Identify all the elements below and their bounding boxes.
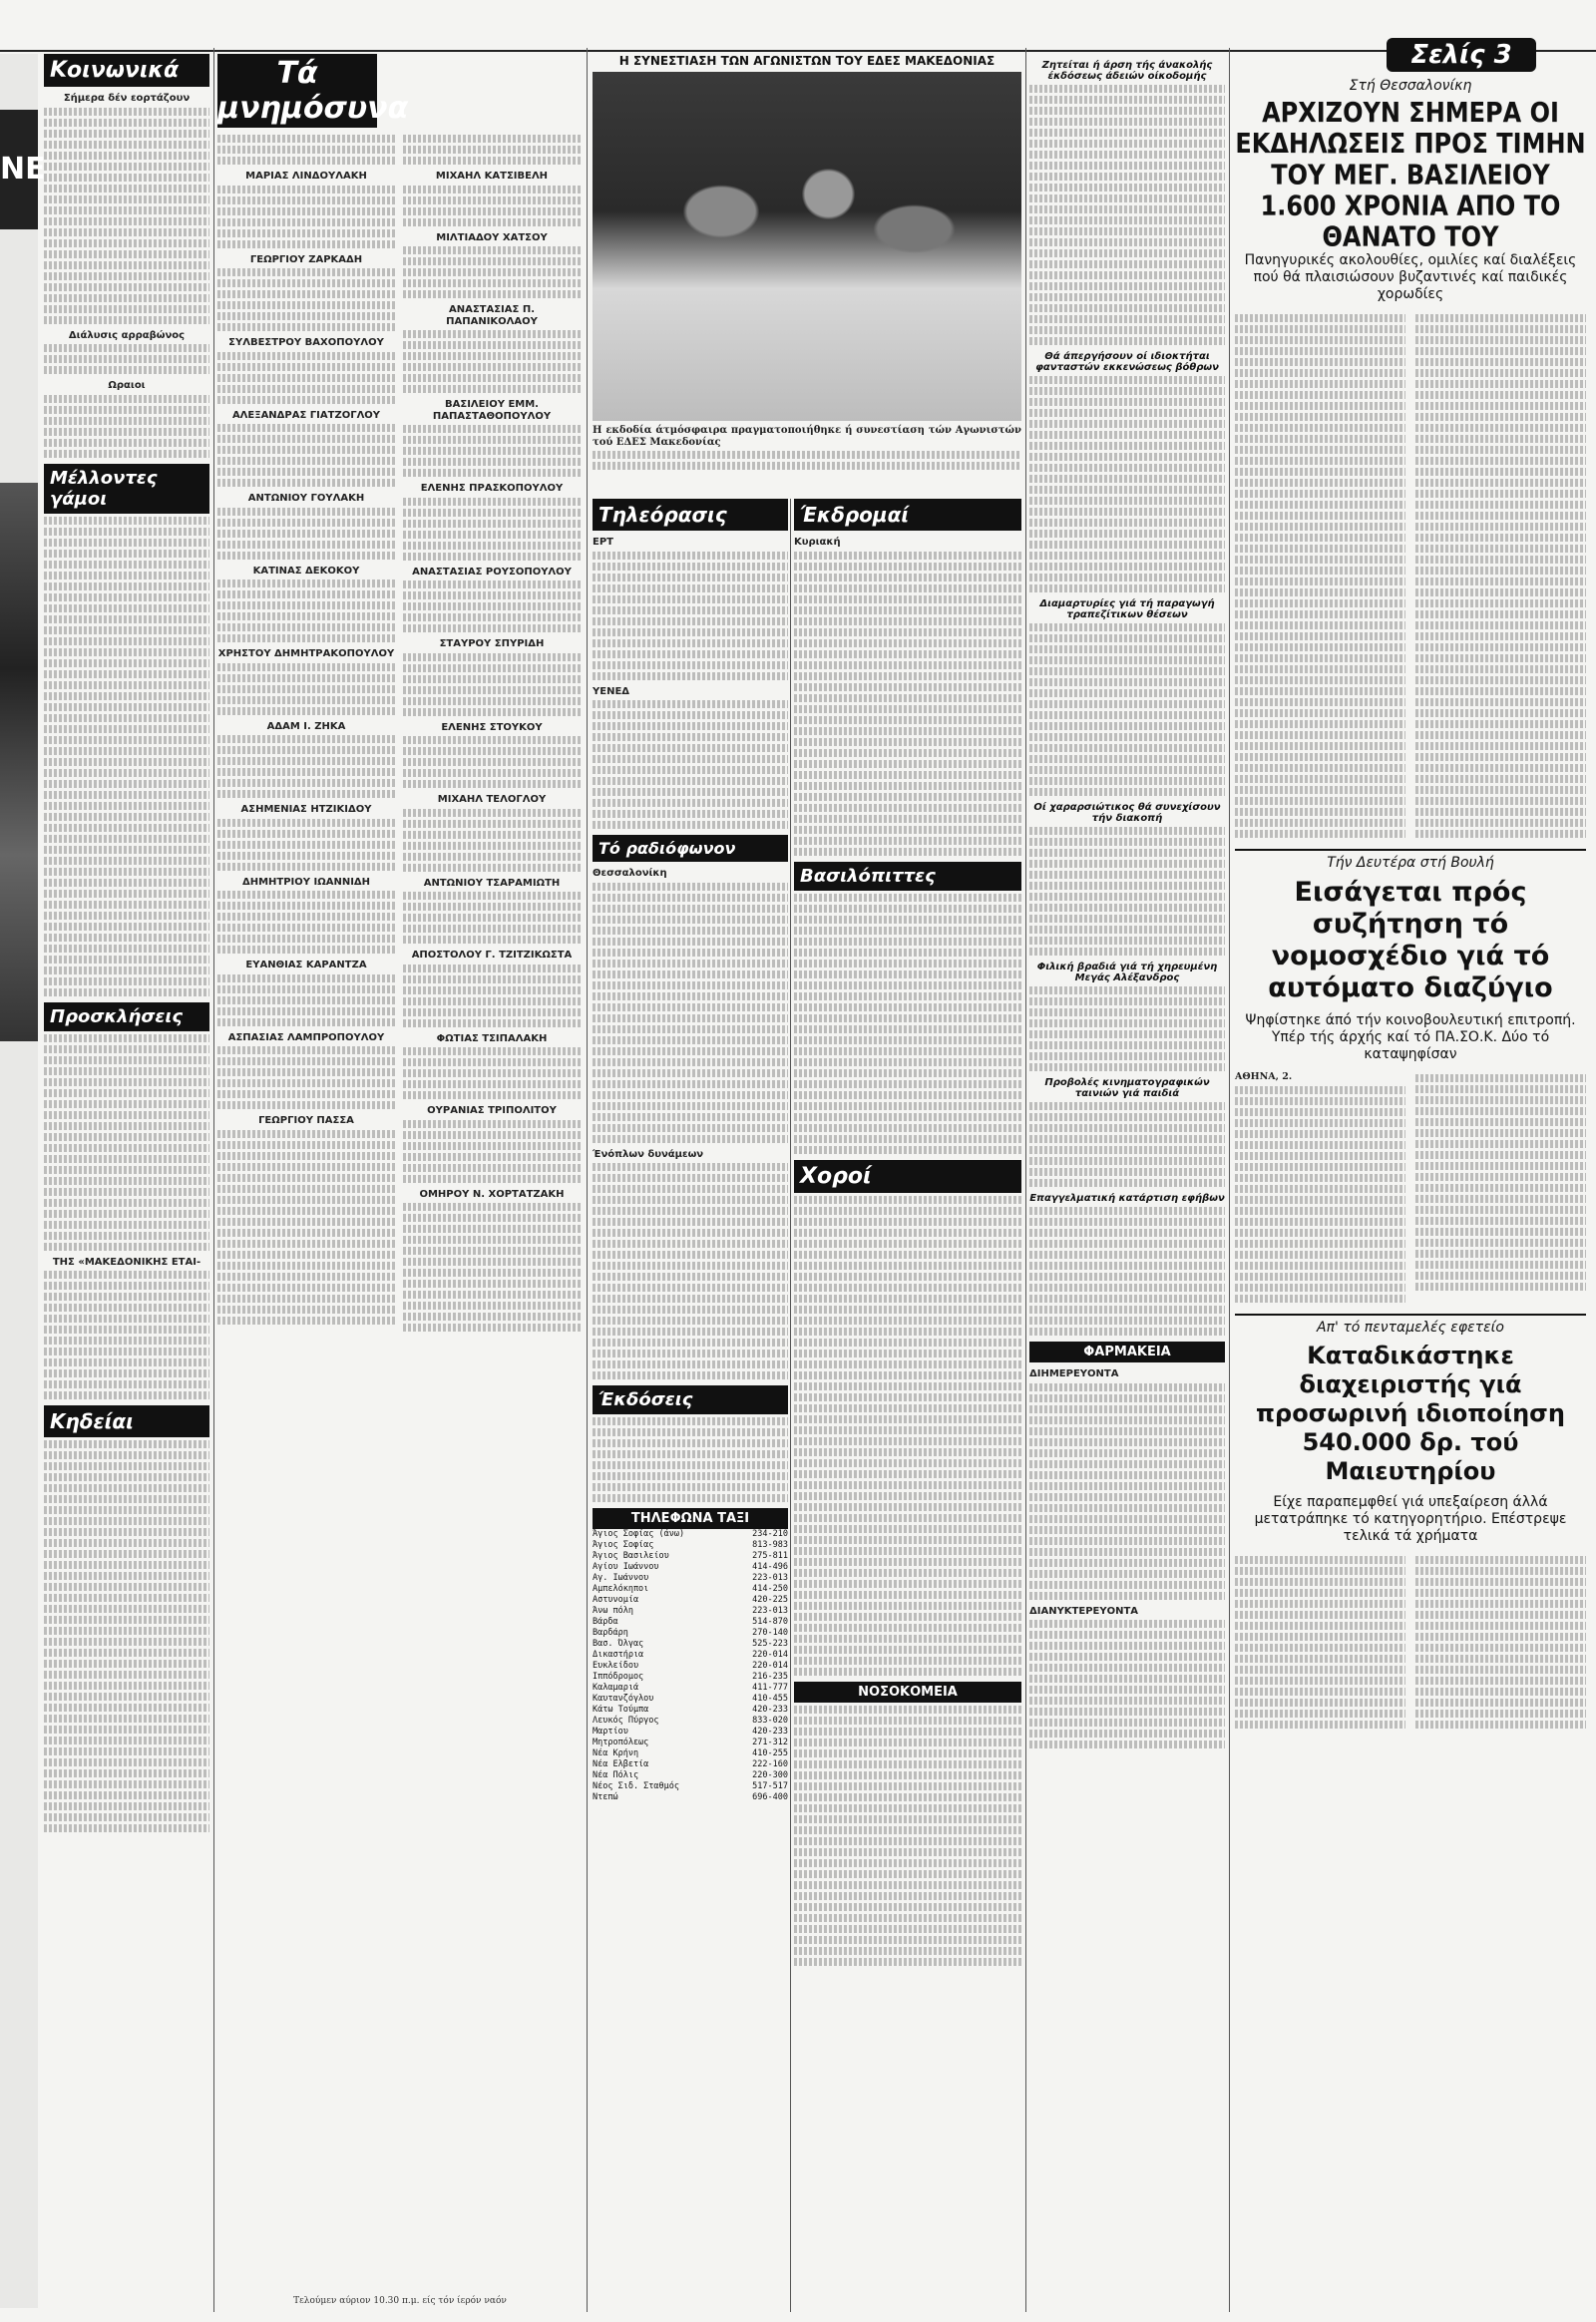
section-header-xoroi: Χοροί <box>794 1160 1021 1193</box>
phone-number: 216-235 <box>752 1672 788 1682</box>
phone-place: Βαρδάρη <box>593 1628 628 1638</box>
phone-place: Καλαμαριά <box>593 1683 639 1693</box>
phone-place: Μητροπόλεως <box>593 1738 649 1747</box>
phone-row <box>593 1529 788 1540</box>
obit-name: ΑΝΤΩΝΙΟΥ ΓΟΥΛΑΚΗ <box>247 493 365 504</box>
event-photo <box>593 72 1021 421</box>
obit-name: ΕΛΕΝΗΣ ΠΡΑΣΚΟΠΟΥΛΟΥ <box>420 483 564 494</box>
obit-name: ΒΑΣΙΛΕΙΟΥ ΕΜΜ. ΠΑΠΑΣΤΑΘΟΠΟΥΛΟΥ <box>432 399 552 422</box>
obit-name: ΑΣΗΜΕΝΙΑΣ ΗΤΖΙΚΙΔΟΥ <box>240 804 372 815</box>
obit-name: ΑΣΠΑΣΙΑΣ ΛΑΜΠΡΟΠΟΥΛΟΥ <box>227 1031 385 1043</box>
phone-place: Βάρδα <box>593 1617 618 1627</box>
phone-row <box>593 1683 788 1694</box>
obit-name: ΜΙΛΤΙΑΔΟΥ ΧΑΤΣΟΥ <box>436 231 548 243</box>
subhead-birthdays: Σήμερα δέν εορτάζουν <box>63 93 191 104</box>
deck-maternity: Είχε παραπεμφθεί γιά υπεξαίρεση άλλά μετατράπηκε τό κατηγορητήριο. Επέστρεψε τελικά τά χρήματα <box>1254 1493 1567 1544</box>
phone-place: Ιππόδρομος <box>593 1672 644 1682</box>
obit-name: ΜΙΧΑΗΛ ΚΑΤΣΙΒΕΛΗ <box>435 171 549 182</box>
phone-number: 220-014 <box>752 1650 788 1660</box>
section-header-prosklhseis: Προσκλήσεις <box>44 1002 209 1031</box>
section-header-ekdoseis: Έκδόσεις <box>593 1385 788 1414</box>
phone-row <box>593 1606 788 1617</box>
phone-place: Άνω πόλη <box>593 1606 633 1616</box>
mnimosyna-col-b <box>403 132 581 1335</box>
photo-caption: Η εκδοδία άτμόσφαιρα πραγματοποιήθηκε ή συνεστίαση τών Αγωνιστών τού ΕΔΕΣ Μακεδονίας <box>593 425 1021 448</box>
farmakeia-day: ΔΙΗΜΕΡΕΥΟΝΤΑ <box>1029 1368 1119 1379</box>
phone-number: 525-223 <box>752 1639 788 1649</box>
left-bleed-strip <box>0 54 46 2308</box>
photo-headline: Η ΣΥΝΕΣΤΙΑΣΗ ΤΩΝ ΑΓΩΝΙΣΤΩΝ ΤΟΥ ΕΔΕΣ ΜΑΚΕΔΟΝΙΑΣ <box>618 54 996 68</box>
phone-place: Νέα Κρήνη <box>593 1748 639 1758</box>
phone-row <box>593 1759 788 1770</box>
phone-row <box>593 1727 788 1738</box>
phone-place: Αγίου Ιωάννου <box>593 1562 659 1572</box>
phone-row <box>593 1639 788 1650</box>
obit-name: ΑΝΑΣΤΑΣΙΑΣ Π. ΠΑΠΑΝΙΚΟΛΑΟΥ <box>446 304 538 327</box>
obit-name: ΟΜΗΡΟΥ Ν. ΧΟΡΤΑΤΖΑΚΗ <box>419 1188 565 1200</box>
channel-yened: ΥΕΝΕΔ <box>593 685 630 697</box>
phone-number: 220-300 <box>752 1770 788 1780</box>
bleed-photo <box>0 483 38 1041</box>
phone-number: 833-020 <box>752 1716 788 1726</box>
section-header-phones: ΤΗΛΕΦΩΝΑ ΤΑΞΙ <box>593 1508 788 1529</box>
deck-basil: Πανηγυρικές ακολουθίες, ομιλίες καί διαλέξεις πού θά πλαισιώσουν βυζαντινές καί παιδικές χορωδίες <box>1244 252 1577 302</box>
section-header-mnimosyna: Τά μνημόσυνα <box>217 56 409 126</box>
phone-number: 517-517 <box>752 1781 788 1791</box>
section-header-ekdromai: Έκδρομαί <box>794 499 1021 531</box>
section-header-nosokomeia: ΝΟΣΟΚΟΜΕΙΑ <box>794 1682 1021 1703</box>
obit-name: ΑΠΟΣΤΟΛΟΥ Γ. ΤΖΙΤΖΙΚΩΣΤΑ <box>411 950 573 961</box>
section-header-mellontes: Μέλλοντες γάμοι <box>44 464 209 514</box>
obit-name: ΚΑΤΙΝΑΣ ΔΕΚΟΚΟΥ <box>252 565 360 577</box>
subhead-org: ΤΗΣ «ΜΑΚΕΔΟΝΙΚΗΣ ΕΤΑΙ- <box>52 1256 201 1268</box>
obit-name: ΑΔΑΜ Ι. ΖΗΚΑ <box>266 720 346 732</box>
phone-row <box>593 1661 788 1672</box>
phone-place: Νέα Πόλις <box>593 1770 639 1780</box>
phone-place: Ευκλείδου <box>593 1661 639 1671</box>
radio-second: Ένόπλων δυνάμεων <box>593 1148 704 1160</box>
phone-row <box>593 1650 788 1661</box>
obit-name: ΣΤΑΥΡΟΥ ΣΠΥΡΙΔΗ <box>439 638 545 649</box>
obit-name: ΑΛΕΞΑΝΔΡΑΣ ΓΙΑΤΖΟΓΛΟΥ <box>231 409 381 421</box>
channel-ert: ΕΡΤ <box>593 537 613 548</box>
phone-place: Αγ. Ιωάννου <box>593 1573 649 1583</box>
obit-name: ΜΑΡΙΑΣ ΛΙΝΔΟΥΛΑΚΗ <box>245 171 367 182</box>
headline-maternity: Καταδικάστηκε διαχειριστής γιά προσωρινή ιδιοποίηση 540.000 δρ. τού Μαιευτηρίου <box>1256 1341 1565 1485</box>
phone-place: Μαρτίου <box>593 1727 628 1737</box>
phone-number: 414-496 <box>752 1562 788 1572</box>
ekdromai-kyriaki: Κυριακή <box>794 537 841 548</box>
phone-row <box>593 1617 788 1628</box>
phone-number: 813-983 <box>752 1540 788 1550</box>
phone-number: 420-233 <box>752 1705 788 1715</box>
phone-number: 223-013 <box>752 1573 788 1583</box>
story-headline: Οί χαραρσιώτικος θά συνεχίσουν τήν διακοπή <box>1033 802 1221 824</box>
phone-row <box>593 1716 788 1727</box>
phone-number: 514-870 <box>752 1617 788 1627</box>
subhead-engagement: Διάλυσις αρραβώνος <box>68 329 186 341</box>
phone-number: 271-312 <box>752 1738 788 1747</box>
obit-name: ΕΥΑΝΘΙΑΣ ΚΑΡΑΝΤΖΑ <box>245 960 367 970</box>
section-header-koinonika: Κοινωνικά <box>44 54 209 87</box>
obit-name: ΟΥΡΑΝΙΑΣ ΤΡΙΠΟΛΙΤΟΥ <box>427 1105 557 1116</box>
phone-place: Άγιος Σοφίας (άνω) <box>593 1529 685 1539</box>
phone-place: Άγιος Βασιλείου <box>593 1551 669 1561</box>
story-headline: Προβολές κινηματογραφικών ταινιών γιά παιδιά <box>1044 1077 1210 1099</box>
phone-number: 275-811 <box>752 1551 788 1561</box>
bleed-fragment: NE <box>0 110 38 229</box>
phone-row <box>593 1781 788 1792</box>
phone-row <box>593 1551 788 1562</box>
phone-number: 222-160 <box>752 1759 788 1769</box>
phone-row <box>593 1748 788 1759</box>
phone-place: Βασ. Όλγας <box>593 1639 644 1649</box>
kicker-thessaloniki: Στή Θεσσαλονίκη <box>1349 78 1472 94</box>
obit-name: ΧΡΗΣΤΟΥ ΔΗΜΗΤΡΑΚΟΠΟΥΛΟΥ <box>217 648 395 659</box>
obit-footer-note: Τελούμεν αύριον 10.30 π.μ. είς τόν ίερόν ναόν <box>293 2296 507 2306</box>
phone-number: 220-014 <box>752 1661 788 1671</box>
phone-place: Λευκός Πύργος <box>593 1716 659 1726</box>
headline-divorce: Εισάγεται πρός συζήτηση τό νομοσχέδιο γιά τό αυτόματο διαζύγιο <box>1268 877 1553 1003</box>
section-header-vasilopittes: Βασιλόπιττες <box>794 862 1021 891</box>
phone-place: Νέος Σιδ. Σταθμός <box>593 1781 679 1791</box>
column-social <box>44 54 209 2312</box>
phone-number: 414-250 <box>752 1584 788 1594</box>
phone-list <box>593 1529 788 1803</box>
story-headline: Ζητείται ή άρση τής άνακολής έκδόσεως άδειών οίκοδομής <box>1041 60 1213 82</box>
phone-row <box>593 1694 788 1705</box>
section-header-kideiai: Κηδείαι <box>44 1405 209 1437</box>
phone-place: Δικαστήρια <box>593 1650 644 1660</box>
phone-row <box>593 1738 788 1748</box>
phone-row <box>593 1628 788 1639</box>
section-header-tv: Τηλεόρασις <box>593 499 788 531</box>
phone-row <box>593 1562 788 1573</box>
obit-name: ΑΝΤΩΝΙΟΥ ΤΣΑΡΑΜΙΩΤΗ <box>423 877 561 889</box>
radio-region: Θεσσαλονίκη <box>593 868 667 879</box>
phone-number: 410-455 <box>752 1694 788 1704</box>
phone-place: Νέα Ελβετία <box>593 1759 649 1769</box>
phone-number: 420-225 <box>752 1595 788 1605</box>
phone-number: 411-777 <box>752 1683 788 1693</box>
obit-name: ΕΛΕΝΗΣ ΣΤΟΥΚΟΥ <box>441 721 543 733</box>
phone-number: 223-013 <box>752 1606 788 1616</box>
obit-name: ΦΩΤΙΑΣ ΤΣΙΠΑΛΑΚΗ <box>436 1032 548 1044</box>
phone-row <box>593 1595 788 1606</box>
phone-row <box>593 1705 788 1716</box>
page-number-badge: Σελίς 3 <box>1387 38 1536 72</box>
phone-place: Αστυνομία <box>593 1595 639 1605</box>
phone-place: Ντεπώ <box>593 1792 618 1802</box>
phone-place: Άγιος Σοφίας <box>593 1540 654 1550</box>
phone-number: 696-400 <box>752 1792 788 1802</box>
photo-story <box>593 54 1021 499</box>
phone-row <box>593 1584 788 1595</box>
story-headline: Διαμαρτυρίες γιά τή παραγωγή τραπεζίτικων θέσεων <box>1039 598 1215 620</box>
section-header-radio: Τό ραδιόφωνον <box>593 835 788 862</box>
kicker-efeteio: Απ' τό πενταμελές εφετείο <box>1317 1319 1504 1336</box>
story-headline: Θά άπεργήσουν οί ιδιοκτήται φανταστών εκκενώσεως βόθρων <box>1035 351 1219 373</box>
phone-number: 234-210 <box>752 1529 788 1539</box>
column-mnimosyna <box>217 54 583 2312</box>
phone-row <box>593 1792 788 1803</box>
headline-basil: ΑΡΧΙΖΟΥΝ ΣΗΜΕΡΑ ΟΙ ΕΚΔΗΛΩΣΕΙΣ ΠΡΟΣ ΤΙΜΗΝ ΤΟΥ ΜΕΓ. ΒΑΣΙΛΕΙΟΥ 1.600 ΧΡΟΝΙΑ ΑΠΟ ΤΟ ΘΑΝΑΤΟ ΤΟΥ <box>1235 96 1586 253</box>
phone-row <box>593 1770 788 1781</box>
column-lead-stories <box>1235 78 1586 2312</box>
kicker-vouli: Τήν Δευτέρα στή Βουλή <box>1327 855 1494 871</box>
subhead-births: Ωραιοι <box>108 380 146 391</box>
obit-name: ΣΥΛΒΕΣΤΡΟΥ ΒΑΧΟΠΟΥΛΟΥ <box>228 337 384 348</box>
phone-place: Αμπελόκηποι <box>593 1584 649 1594</box>
story-headline: Επαγγελματική κατάρτιση εφήβων <box>1029 1193 1225 1204</box>
farmakeia-night: ΔΙΑΝΥΚΤΕΡΕΥΟΝΤΑ <box>1029 1605 1139 1617</box>
phone-number: 410-255 <box>752 1748 788 1758</box>
phone-place: Κάτω Τούμπα <box>593 1705 649 1715</box>
phone-row <box>593 1540 788 1551</box>
phone-number: 420-233 <box>752 1727 788 1737</box>
phone-row <box>593 1573 788 1584</box>
dateline: ΑΘΗΝΑ, 2. <box>1235 1071 1293 1082</box>
mnimosyna-col-a <box>217 132 395 1335</box>
deck-divorce: Ψηφίστηκε άπό τήν κοινοβουλευτική επιτροπή. Υπέρ τής άρχής καί τό ΠΑ.ΣΟ.Κ. Δύο τό καταψηφίσαν <box>1245 1012 1576 1062</box>
obit-name: ΜΙΧΑΗΛ ΤΕΛΟΓΛΟΥ <box>437 794 547 805</box>
obit-name: ΓΕΩΡΓΙΟΥ ΖΑΡΚΑΔΗ <box>249 253 363 265</box>
obit-name: ΔΗΜΗΤΡΙΟΥ ΙΩΑΝΝΙΔΗ <box>241 876 371 888</box>
phone-place: Καυτανζόγλου <box>593 1694 654 1704</box>
column-city-news <box>1029 54 1225 2312</box>
column-excursions <box>794 499 1021 2312</box>
obit-name: ΓΕΩΡΓΙΟΥ ΠΑΣΣΑ <box>258 1115 354 1126</box>
column-tv-radio <box>593 499 788 2312</box>
phone-row <box>593 1672 788 1683</box>
section-header-farmakeia: ΦΑΡΜΑΚΕΙΑ <box>1029 1342 1225 1362</box>
story-headline: Φιλική βραδιά γιά τή χηρευμένη Μεγάς Αλέξανδρος <box>1036 962 1218 983</box>
obit-name: ΑΝΑΣΤΑΣΙΑΣ ΡΟΥΣΟΠΟΥΛΟΥ <box>412 566 572 578</box>
phone-number: 270-140 <box>752 1628 788 1638</box>
